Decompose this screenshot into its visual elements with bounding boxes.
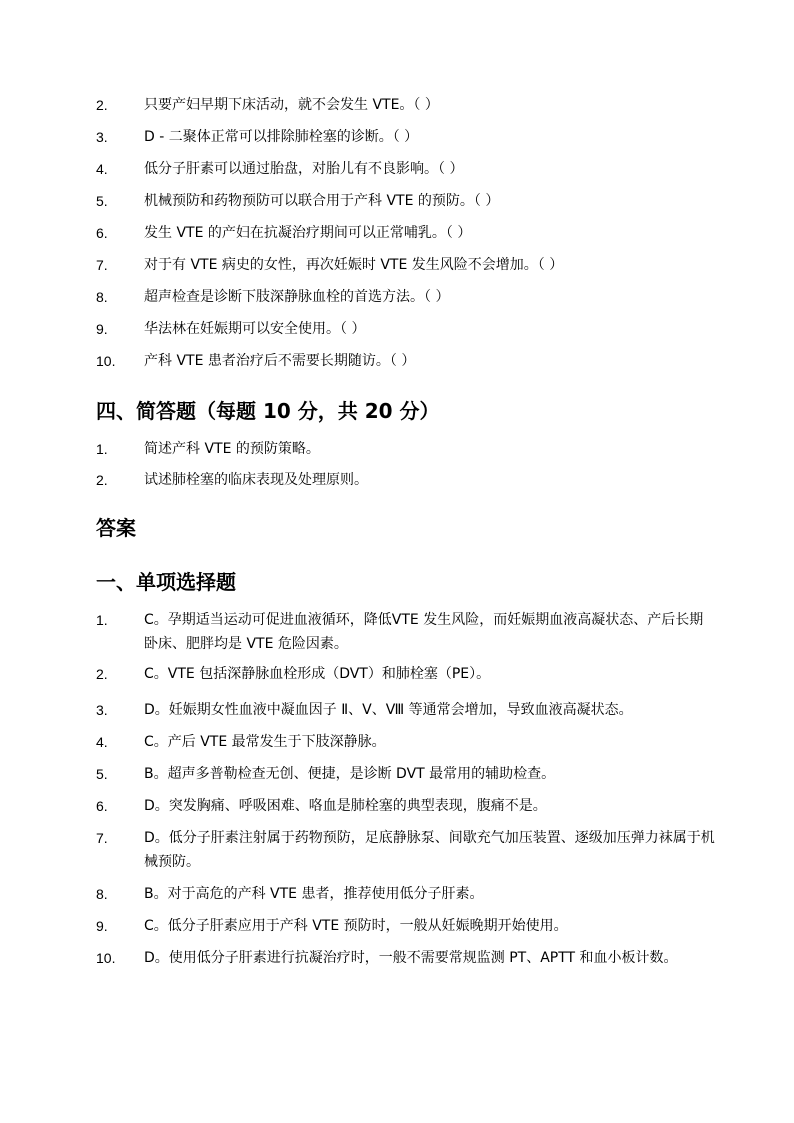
list-item xyxy=(96,608,716,656)
item-number: 9. xyxy=(96,321,108,337)
list-item xyxy=(96,437,716,461)
item-text: B。对于高危的产科 VTE 患者，推荐使用低分子肝素。 xyxy=(144,886,484,902)
item-number: 9. xyxy=(96,918,108,934)
item-number: 1. xyxy=(96,612,108,628)
item-text: D - 二聚体正常可以排除肺栓塞的诊断。（ ） xyxy=(144,129,419,145)
item-number: 5. xyxy=(96,193,108,209)
section-heading-short-answer: 四、简答题（每题 10 分，共 20 分） xyxy=(96,399,440,423)
item-number: 5. xyxy=(96,766,108,782)
list-item xyxy=(96,882,716,906)
item-text: 机械预防和药物预防可以联合用于产科 VTE 的预防。（ ） xyxy=(144,193,500,209)
item-number: 8. xyxy=(96,886,108,902)
list-item xyxy=(96,349,716,373)
item-number: 2. xyxy=(96,97,108,113)
item-number: 3. xyxy=(96,702,108,718)
list-item xyxy=(96,253,716,277)
item-number: 7. xyxy=(96,830,108,846)
item-text: D。突发胸痛、呼吸困难、咯血是肺栓塞的典型表现，腹痛不是。 xyxy=(144,798,547,814)
item-text: 产科 VTE 患者治疗后不需要长期随访。（ ） xyxy=(144,353,416,369)
list-item xyxy=(96,125,716,149)
item-text: C。孕期适当运动可促进血液循环，降低VTE 发生风险，而妊娠期血液高凝状态、产后长期卧床、肥胖均是 VTE 危险因素。 xyxy=(144,612,704,652)
item-number: 6. xyxy=(96,225,108,241)
item-text: D。妊娠期女性血液中凝血因子 Ⅱ、Ⅴ、Ⅷ 等通常会增加，导致血液高凝状态。 xyxy=(144,702,633,718)
item-text: 华法林在妊娠期可以安全使用。（ ） xyxy=(144,321,366,337)
judgment-question-list xyxy=(96,93,716,373)
item-number: 2. xyxy=(96,472,108,488)
item-text: 低分子肝素可以通过胎盘，对胎儿有不良影响。（ ） xyxy=(144,161,464,177)
list-item xyxy=(96,285,716,309)
item-text: C。产后 VTE 最常发生于下肢深静脉。 xyxy=(144,734,386,750)
list-item xyxy=(96,762,716,786)
short-answer-list xyxy=(96,437,716,492)
list-item xyxy=(96,662,716,686)
item-text: 只要产妇早期下床活动，就不会发生 VTE。（ ） xyxy=(144,97,439,113)
list-item xyxy=(96,317,716,341)
list-item xyxy=(96,157,716,181)
item-number: 3. xyxy=(96,129,108,145)
section-heading-single-choice: 一、单项选择题 xyxy=(96,570,236,594)
item-text: 超声检查是诊断下肢深静脉血栓的首选方法。（ ） xyxy=(144,289,450,305)
item-text: B。超声多普勒检查无创、便捷，是诊断 DVT 最常用的辅助检查。 xyxy=(144,766,556,782)
item-text: 简述产科 VTE 的预防策略。 xyxy=(144,441,320,457)
item-text: 发生 VTE 的产妇在抗凝治疗期间可以正常哺乳。（ ） xyxy=(144,225,472,241)
list-item xyxy=(96,698,716,722)
list-item xyxy=(96,93,716,117)
list-item xyxy=(96,946,716,970)
list-item xyxy=(96,914,716,938)
item-text: 试述肺栓塞的临床表现及处理原则。 xyxy=(144,472,368,488)
list-item xyxy=(96,189,716,213)
item-number: 7. xyxy=(96,257,108,273)
item-number: 10. xyxy=(96,950,116,966)
item-text: D。使用低分子肝素进行抗凝治疗时，一般不需要常规监测 PT、APTT 和血小板计数。 xyxy=(144,950,678,966)
list-item xyxy=(96,221,716,245)
item-text: 对于有 VTE 病史的女性，再次妊娠时 VTE 发生风险不会增加。（ ） xyxy=(144,257,564,273)
item-number: 10. xyxy=(96,353,116,369)
answers-heading: 答案 xyxy=(96,516,136,540)
answer-list xyxy=(96,608,716,970)
item-text: C。VTE 包括深静脉血栓形成（DVT）和肺栓塞（PE）。 xyxy=(144,666,491,682)
item-number: 8. xyxy=(96,289,108,305)
item-number: 4. xyxy=(96,734,108,750)
list-item xyxy=(96,730,716,754)
item-number: 1. xyxy=(96,441,108,457)
item-text: C。低分子肝素应用于产科 VTE 预防时，一般从妊娠晚期开始使用。 xyxy=(144,918,568,934)
item-text: D。低分子肝素注射属于药物预防，足底静脉泵、间歇充气加压装置、逐级加压弹力袜属于机械预防。 xyxy=(144,830,715,870)
list-item xyxy=(96,794,716,818)
item-number: 6. xyxy=(96,798,108,814)
item-number: 4. xyxy=(96,161,108,177)
list-item xyxy=(96,468,716,492)
list-item xyxy=(96,826,716,874)
item-number: 2. xyxy=(96,666,108,682)
